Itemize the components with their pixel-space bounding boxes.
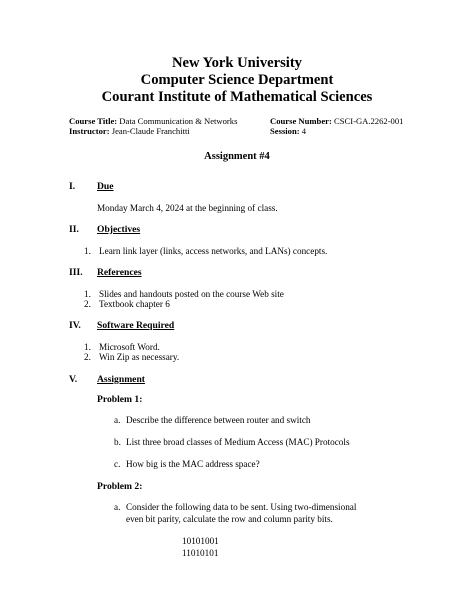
- university-name: New York University: [172, 55, 302, 71]
- institute-name: Courant Institute of Mathematical Sciences: [101, 89, 373, 105]
- due-date-text: Monday March 4, 2024 at the beginning of class.: [97, 203, 278, 213]
- section-numeral: I.: [69, 181, 76, 192]
- session-row: [270, 126, 306, 136]
- section-title-objectives: Objectives: [97, 224, 141, 235]
- course-number-label: Course Number:: [270, 116, 332, 126]
- section-numeral: V.: [69, 374, 78, 385]
- question-text-line-1: Consider the following data to be sent. Using two-dimensional: [126, 502, 357, 512]
- section-numeral: III.: [69, 267, 83, 278]
- question-text: List three broad classes of Medium Access (MAC) Protocols: [126, 437, 350, 447]
- course-number-row: [270, 116, 403, 126]
- bit-row: 10101001: [182, 536, 219, 546]
- section-title-due: Due: [97, 181, 114, 192]
- bit-row: 11010101: [182, 548, 219, 558]
- question-letter: b.: [114, 437, 121, 447]
- question-text: Describe the difference between router and switch: [126, 415, 311, 425]
- section-title-references: References: [97, 267, 142, 278]
- list-item-number: 1.: [84, 289, 91, 299]
- list-item-number: 1.: [84, 342, 91, 352]
- list-item-number: 2.: [84, 352, 91, 362]
- instructor-row: [69, 126, 190, 136]
- session-label: Session:: [270, 126, 300, 136]
- list-item: Learn link layer (links, access networks, and LANs) concepts.: [99, 246, 328, 256]
- course-title-label: Course Title:: [69, 116, 118, 126]
- course-title-value: Data Communication & Networks: [119, 116, 238, 126]
- department-name: Computer Science Department: [140, 72, 334, 88]
- course-number-value: CSCI-GA.2262-001: [333, 116, 404, 126]
- list-item: Win Zip as necessary.: [99, 352, 180, 362]
- list-item-number: 1.: [84, 246, 91, 256]
- list-item: Microsoft Word.: [99, 342, 160, 352]
- question-letter: c.: [114, 459, 121, 469]
- list-item-number: 2.: [84, 299, 91, 309]
- question-letter: a.: [114, 502, 121, 512]
- section-title-assignment: Assignment: [97, 374, 145, 385]
- question-text-line-2: even bit parity, calculate the row and column parity bits.: [126, 514, 333, 524]
- list-item: Slides and handouts posted on the course Web site: [99, 289, 284, 299]
- course-title-row: [69, 116, 237, 126]
- problem-2-title: Problem 2:: [97, 481, 143, 492]
- question-letter: a.: [114, 415, 121, 425]
- assignment-title: Assignment #4: [204, 151, 270, 162]
- section-numeral: IV.: [69, 320, 81, 331]
- section-title-software: Software Required: [97, 320, 175, 331]
- instructor-label: Instructor:: [69, 126, 110, 136]
- instructor-value: Jean-Claude Franchitti: [111, 126, 190, 136]
- section-numeral: II.: [69, 224, 79, 235]
- problem-1-title: Problem 1:: [97, 394, 143, 405]
- session-value: 4: [301, 126, 307, 136]
- list-item: Textbook chapter 6: [99, 299, 170, 309]
- question-text: How big is the MAC address space?: [126, 459, 260, 469]
